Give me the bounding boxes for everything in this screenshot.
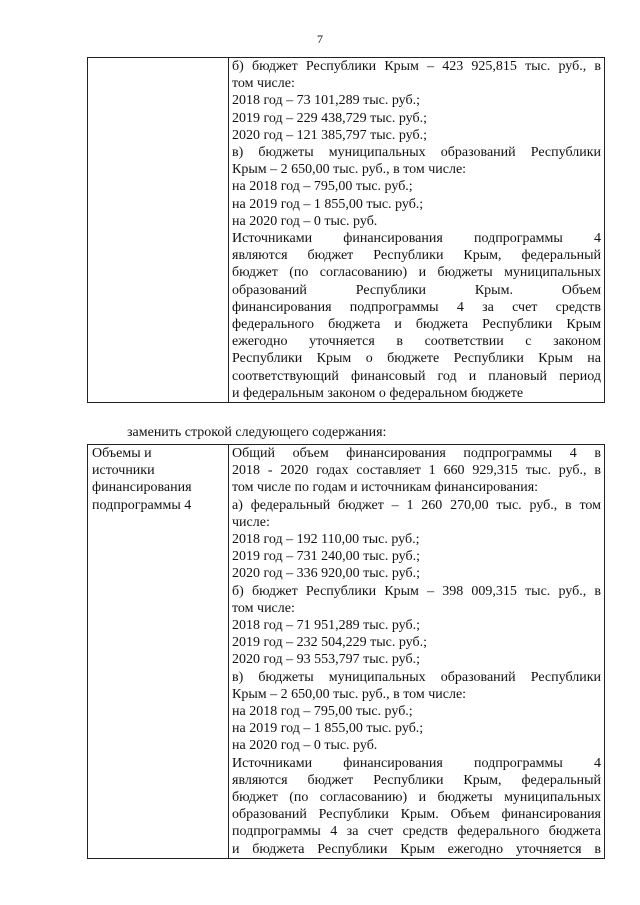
label-line: Объемы и: [92, 446, 152, 461]
text-line: б) бюджет Республики Крым – 398 009,315 тыс. руб., в: [232, 583, 601, 599]
text-line: б) бюджет Республики Крым – 423 925,815 тыс. руб., в: [232, 59, 601, 74]
text-line: на 2019 год – 1 855,00 тыс. руб.;: [232, 721, 424, 737]
text-line: на 2020 год – 0 тыс. руб.: [232, 738, 378, 754]
text-line: образований Республики Крым. Объем финансирования: [232, 807, 601, 823]
text-line: 2020 год – 121 385,797 тыс. руб.;: [232, 127, 427, 143]
text-line: 2018 - 2020 годах составляет 1 660 929,315 тыс. руб., в: [232, 463, 601, 479]
text-block: [229, 58, 604, 402]
text-line: на 2020 год – 0 тыс. руб.: [232, 213, 378, 229]
text-line: на 2018 год – 795,00 тыс. руб.;: [232, 704, 413, 720]
text-line: 2020 год – 93 553,797 тыс. руб.;: [232, 652, 420, 668]
text-line: являются бюджет Республики Крым, федеральный: [232, 248, 601, 264]
text-line: федерального бюджета и бюджета Республики Крым: [232, 317, 601, 333]
text-line: Общий объем финансирования подпрограммы 4 в: [232, 446, 601, 461]
text-line: Источниками финансирования подпрограммы 4: [232, 755, 601, 771]
text-line: том числе по годам и источникам финансирования:: [232, 480, 539, 496]
text-line: числе:: [232, 514, 270, 530]
text-line: Республики Крым о бюджете Республики Крым на: [232, 351, 601, 367]
text-line: 2019 год – 731 240,00 тыс. руб.;: [232, 549, 420, 565]
text-line: в) бюджеты муниципальных образований Республики: [232, 145, 601, 161]
table-cell-content: [229, 58, 605, 403]
table-cell-label: [88, 445, 229, 859]
text-line: 2019 год – 229 438,729 тыс. руб.;: [232, 110, 427, 126]
text-line: 2018 год – 192 110,00 тыс. руб.;: [232, 532, 420, 548]
table-row: [88, 445, 605, 859]
table-row: [88, 58, 605, 403]
text-line: Крым – 2 650,00 тыс. руб., в том числе:: [232, 162, 467, 178]
text-line: 2018 год – 71 951,289 тыс. руб.;: [232, 618, 420, 634]
replace-instruction: заменить строкой следующего содержания:: [127, 425, 387, 440]
text-line: 2019 год – 232 504,229 тыс. руб.;: [232, 635, 427, 651]
text-line: а) федеральный бюджет – 1 260 270,00 тыс. руб., в том: [232, 497, 601, 513]
text-line: 2018 год – 73 101,289 тыс. руб.;: [232, 93, 420, 109]
text-block: [229, 445, 604, 858]
text-line: Крым – 2 650,00 тыс. руб., в том числе:: [232, 686, 467, 702]
text-line: соответствующий финансовый год и плановый период: [232, 368, 601, 384]
table-cell-label-empty: [88, 58, 229, 403]
text-line: 2020 год – 336 920,00 тыс. руб.;: [232, 566, 420, 582]
text-line: бюджет (по согласованию) и бюджеты муниципальных: [232, 265, 601, 281]
text-line: образований Республики Крым. Объем: [232, 282, 601, 298]
label-line: источники: [92, 463, 155, 479]
text-line: Источниками финансирования подпрограммы 4: [232, 231, 601, 247]
text-line: подпрограммы 4 за счет средств федерального бюджета: [232, 824, 601, 840]
text-line: финансирования подпрограммы 4 за счет средств: [232, 299, 601, 315]
table-previous-version: [87, 57, 605, 403]
text-line: являются бюджет Республики Крым, федеральный: [232, 772, 601, 788]
text-line: и федеральным законом о федеральном бюджете: [232, 385, 524, 401]
text-line: ежегодно уточняется в соответствии с законом: [232, 334, 601, 350]
table-new-version: [87, 444, 605, 859]
text-line: в) бюджеты муниципальных образований Республики: [232, 669, 601, 685]
text-line: том числе:: [232, 76, 295, 92]
text-line: на 2019 год – 1 855,00 тыс. руб.;: [232, 196, 424, 212]
text-line: бюджет (по согласованию) и бюджеты муниципальных: [232, 790, 601, 806]
text-line: и бюджета Республики Крым ежегодно уточняется в: [232, 841, 601, 857]
label-line: финансирования: [92, 480, 192, 496]
row-label: [88, 445, 228, 514]
text-line: том числе:: [232, 600, 295, 616]
text-line: на 2018 год – 795,00 тыс. руб.;: [232, 179, 413, 195]
table-cell-content: [229, 445, 605, 859]
page-number: 7: [317, 32, 323, 46]
label-line: подпрограммы 4: [92, 497, 192, 513]
